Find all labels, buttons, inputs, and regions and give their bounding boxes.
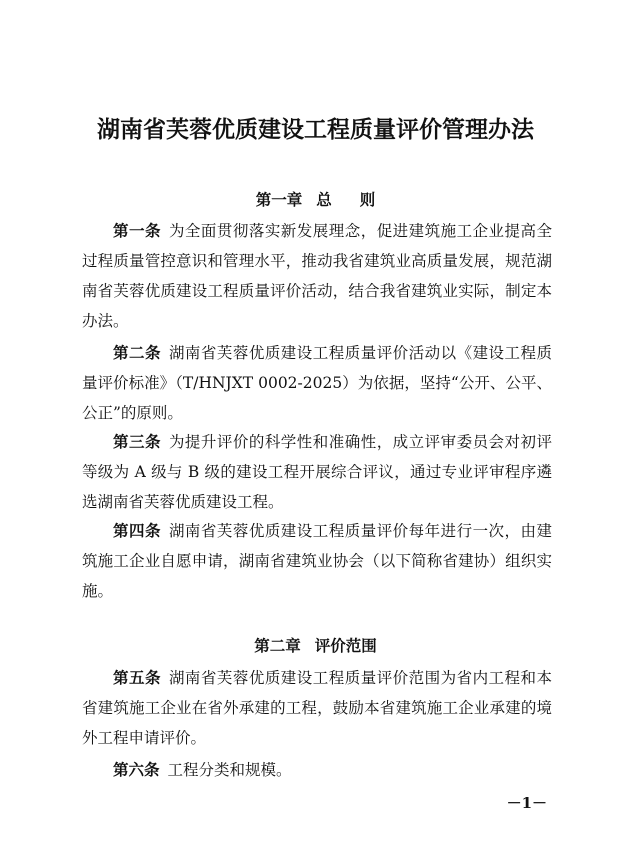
article-4 [82,516,552,606]
article-2-label: 第二条 [113,343,161,362]
page-number: －1－ [506,794,547,812]
article-6 [82,755,552,785]
document-title: 湖南省芙蓉优质建设工程质量评价管理办法 [97,116,534,143]
article-5-label: 第五条 [113,668,161,687]
article-4-text: 湖南省芙蓉优质建设工程质量评价每年进行一次，由建筑施工企业自愿申请，湖南省建筑业协会（以下简称省建协）组织实施。 [82,522,552,600]
article-3-label: 第三条 [113,432,161,451]
article-6-text: 工程分类和规模。 [167,761,292,779]
chapter-1-label: 第一章 [255,190,303,209]
article-1-text: 为全面贯彻落实新发展理念，促进建筑施工企业提高全过程质量管控意识和管理水平，推动我省建筑业高质量发展，规范湖南省芙蓉优质建设工程质量评价活动，结合我省建筑业实际，制定本办法。 [82,222,552,330]
chapter-1-title-part2: 则 [359,190,376,209]
article-1 [82,216,552,336]
article-1-label: 第一条 [113,221,161,240]
chapter-1-heading [60,188,571,212]
article-3-text: 为提升评价的科学性和准确性，成立评审委员会对初评等级为 A 级与 B 级的建设工程开展综合评议，通过专业评审程序遴选湖南省芙蓉优质建设工程。 [82,433,552,511]
article-6-label: 第六条 [113,760,160,779]
chapter-2-label: 第二章 [254,636,301,655]
chapter-2-heading [60,634,571,658]
article-2 [82,338,552,428]
article-3 [82,427,552,517]
article-5 [82,663,552,753]
article-5-text: 湖南省芙蓉优质建设工程质量评价范围为省内工程和本省建筑施工企业在省外承建的工程，鼓励本省建筑施工企业承建的境外工程申请评价。 [82,669,552,747]
article-4-label: 第四条 [113,521,161,540]
chapter-1-title-part1: 总 [316,190,332,209]
chapter-2-title: 评价范围 [314,636,377,655]
article-2-text: 湖南省芙蓉优质建设工程质量评价活动以《建设工程质量评价标准》（T/HNJXT 0002-2025）为依据，坚持“公开、公平、公正”的原则。 [82,344,552,422]
